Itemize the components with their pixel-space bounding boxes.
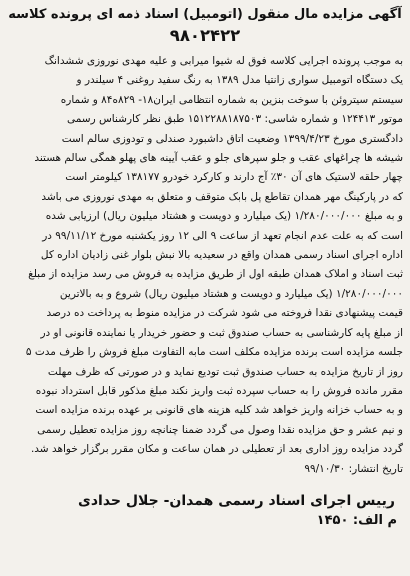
- body-line: و نیم عشر و حق مزایده نقدا وصول می گردد ضمنا چنانچه روز مزایده تعطیل رسمی: [37, 423, 403, 436]
- body-line: که در پارکینگ مهر همدان تقاطع پل بابک متوقف و متعلق به مهدی نوروزی می باشد: [41, 190, 403, 203]
- body-line: ثبت اسناد و املاک همدان طبقه اول از طریق مزایده به فروش می رسد مزایده از مبلغ: [28, 268, 403, 281]
- body-line: و به مبلغ ۱/۲۸۰/۰۰۰/۰۰۰ (یک میلیارد و دویست و هشتاد میلیون ریال) ارزیابی شده: [45, 210, 403, 223]
- body-line: دادگستری مورخ ۱۳۹۹/۴/۲۳ وضعیت اتاق داشبورد صندلی و تودوزی سالم است: [61, 132, 403, 145]
- body-line: جلسه مزایده است برنده مزایده مکلف است مابه التفاوت مبلغ فروش را ظرف مدت ۵: [25, 346, 403, 359]
- body-line: گردد مزایده روز اداری بعد از تعطیلی در همان ساعت و مکان مقرر برگزار خواهد شد.: [30, 443, 403, 456]
- notice-body: [7, 52, 403, 479]
- case-number: ۹۸۰۲۴۲۲: [169, 26, 241, 45]
- body-line: به موجب پرونده اجرایی کلاسه فوق له شیوا میرابی و علیه مهدی نوروزی ششدانگ: [44, 55, 403, 67]
- body-line: سیستم سیتروئن با سوخت بنزین به شماره انتظامی ایران۱۸- ۸۲۹ه۸۴ و شماره: [60, 93, 403, 106]
- reference-number: م الف: ۱۴۵۰: [316, 512, 397, 528]
- body-line: ۱/۲۸۰/۰۰۰/۰۰۰ (یک میلیارد و دویست و هشتاد میلیون ریال) شروع و به بالاترین: [59, 287, 403, 300]
- body-line: شیشه ها چراغهای عقب و جلو سپرهای جلو و عقب آیینه های پهلو همگی سالم هستند: [34, 152, 403, 165]
- body-line: یک دستگاه اتومبیل سواری زانتیا مدل ۱۳۸۹ به رنگ سفید روغنی ۴ سیلندر و: [76, 74, 403, 87]
- body-line: قیمت پیشنهادی نقدا فروخته می شود شرکت در مزایده منوط به پرداخت ده درصد: [46, 307, 403, 320]
- body-line: از مبلغ پایه کارشناسی به حساب صندوق ثبت و حضور خریدار یا نماینده قانونی او در: [40, 326, 403, 339]
- body-line: روز از تاریخ مزایده به حساب صندوق ثبت تودیع نماید و در صورتی که ظرف مهلت: [47, 365, 403, 378]
- body-line: موتور ۱۲۴۴۱۳ و شماره شاسی: ۱۵۱۲۲۸۸۱۸۷۵۰۳ طبق نظر کارشناس رسمی: [66, 113, 403, 126]
- body-line: مقرر مانده فروش را به حساب سپرده ثبت واریز نکند مبلغ مذکور قابل استرداد نبوده: [35, 384, 403, 397]
- signature: رییس اجرای اسناد رسمی همدان- جلال حدادی: [78, 492, 395, 509]
- body-line: اداره اجرای اسناد رسمی همدان واقع در سعیدیه بالا نبش بلوار غنی زادیان اداره کل: [40, 249, 403, 262]
- body-line: است که به علت عدم انجام تعهد از ساعت ۹ الی ۱۲ روز یکشنبه مورخ ۹۹/۱۱/۱۲ در: [42, 229, 403, 242]
- publish-date: تاریخ انتشار: ۹۹/۱۰/۳۰: [304, 462, 403, 475]
- body-line: و به حساب خزانه واریز خواهد شد کلیه هزینه های قانونی بر عهده برنده مزایده است: [35, 404, 403, 417]
- notice-title: آگهی مزایده مال منقول (اتومبیل) اسناد ذمه ای پرونده کلاسه: [8, 7, 402, 22]
- body-line: چهار حلقه لاستیک های آن ۳۰٪ آج دارند و کارکرد خودرو ۱۳۸۱۷۷ کیلومتر است: [65, 171, 403, 184]
